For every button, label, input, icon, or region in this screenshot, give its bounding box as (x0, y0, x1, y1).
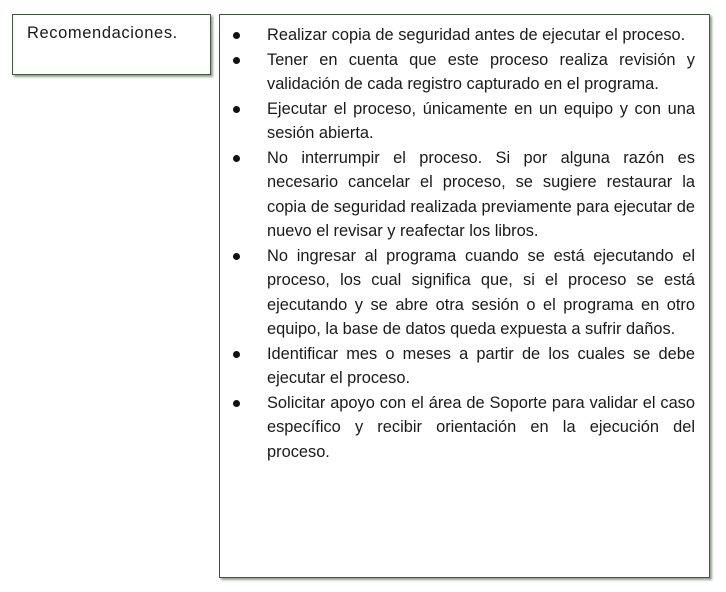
bullet-icon (233, 253, 240, 260)
recommendation-item (220, 97, 695, 146)
bullet-icon (233, 155, 240, 162)
bullet-icon (233, 57, 240, 64)
bullet-icon (233, 32, 240, 39)
recommendation-item (220, 146, 695, 244)
recommendation-text: No interrumpir el proceso. Si por alguna razón es necesario cancelar el proceso, se sugiere restaurar la copia de seguridad realizada previamente para ejecutar de nuevo el revisar y reafectar los libros. (267, 148, 695, 240)
recommendation-text: No ingresar al programa cuando se está ejecutando el proceso, los cual significa que, si el proceso se está ejecutando y se abre otra sesión o el programa en otro equipo, la base de datos queda expuesta a sufrir daños. (267, 246, 695, 338)
recommendation-item (220, 244, 695, 342)
bullet-icon (233, 400, 240, 407)
recommendation-text: Solicitar apoyo con el área de Soporte para validar el caso específico y recibir orientación en la ejecución del proceso. (267, 393, 695, 461)
recommendations-list (220, 23, 695, 464)
bullet-icon (233, 106, 240, 113)
recommendation-item (220, 391, 695, 465)
recommendations-label-box (12, 14, 211, 75)
recommendation-item (220, 342, 695, 391)
recommendations-label: Recomendaciones. (27, 24, 178, 42)
recommendations-content-box (219, 14, 710, 578)
recommendation-text: Tener en cuenta que este proceso realiza revisión y validación de cada registro capturado en el programa. (267, 50, 695, 93)
recommendation-item (220, 48, 695, 97)
bullet-icon (233, 351, 240, 358)
recommendation-text: Realizar copia de seguridad antes de ejecutar el proceso. (267, 26, 686, 44)
recommendation-text: Identificar mes o meses a partir de los cuales se debe ejecutar el proceso. (267, 344, 695, 387)
recommendation-text: Ejecutar el proceso, únicamente en un equipo y con una sesión abierta. (267, 99, 695, 142)
recommendation-item (220, 23, 695, 48)
